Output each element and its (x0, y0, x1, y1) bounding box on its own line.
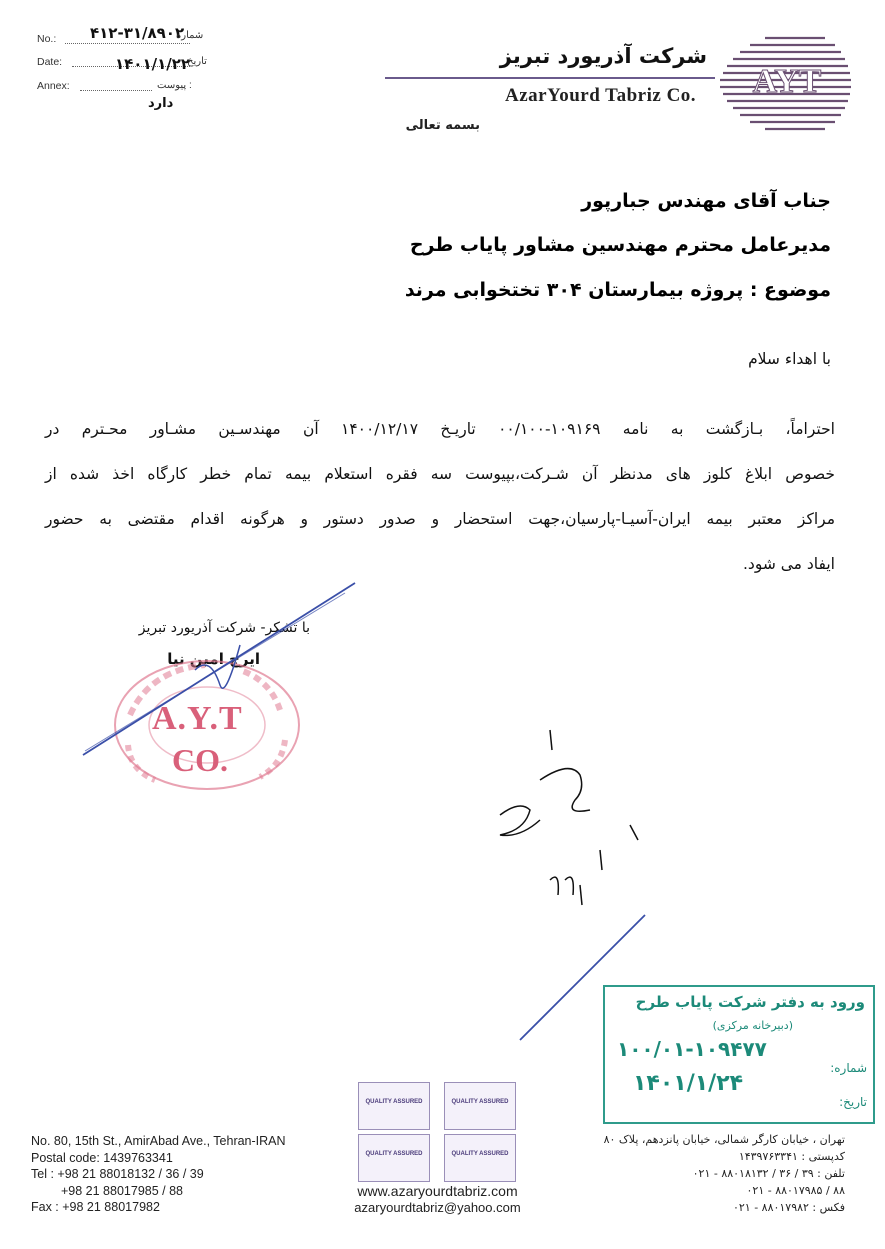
number-fa-label: شماره (176, 30, 204, 41)
quality-badge-icon: QUALITY ASSURED (444, 1082, 516, 1130)
signer-name: ایرج امین نیا (167, 650, 260, 668)
svg-text:AYT: AYT (752, 63, 822, 100)
quality-badge-icon: QUALITY ASSURED (358, 1082, 430, 1130)
annex-line (80, 90, 152, 91)
date-value: ۱۴۰۱/۱/۲۲ (115, 55, 191, 73)
received-date-value: ۱۴۰۱/۱/۲۴ (633, 1071, 744, 1096)
footer-fa-tel-line-1: تلفن : ۳۹ / ۳۶ / ۸۸۰۱۸۱۳۲ - ۰۲۱ (692, 1167, 845, 1180)
annex-label: Annex: (37, 80, 70, 92)
annex-value: دارد (148, 96, 174, 111)
footer-fa-tel-line-2: ۸۸ / ۸۸۰۱۷۹۸۵ - ۰۲۱ (746, 1184, 845, 1197)
footer-address-en (31, 1133, 286, 1216)
footer-postal-line: Postal code: 1439763341 (31, 1150, 173, 1165)
quality-badge-icon: QUALITY ASSURED (444, 1134, 516, 1182)
seal-text-2: CO. (172, 742, 228, 778)
seal-text-1: A.Y.T (152, 700, 243, 737)
recipient-title: مدیرعامل محترم مهندسین مشاور پایاب طرح (409, 234, 831, 256)
received-date-label: تاریخ: (839, 1095, 867, 1109)
received-stamp (603, 985, 875, 1124)
received-number-value: ۱۰۰/۰۱-۱۰۹۴۷۷ (617, 1037, 767, 1061)
number-value: ۴۱۲-۳۱/۸۹۰۲ (90, 24, 185, 42)
footer-address-line: No. 80, 15th St., AmirAbad Ave., Tehran-IRAN (31, 1134, 286, 1148)
subject-line: موضوع : پروژه بیمارستان ۳۰۴ تختخوابی مرند (404, 279, 831, 301)
received-number-label: شماره: (830, 1061, 867, 1075)
body-line-1: احتراماً، بـازگشت به نامه ۱۰۹۱۶۹-۰۰/۱۰۰ تاریـخ ۱۴۰۰/۱۲/۱۷ آن مهندسـین مشـاور محـترم در (45, 420, 835, 438)
footer-fa-address-line: تهران ، خیابان کارگر شمالی، خیابان پانزدهم، پلاک ۸۰ (603, 1133, 845, 1146)
footer-tel-line-1: Tel : +98 21 88018132 / 36 / 39 (31, 1167, 204, 1181)
received-stamp-subtitle: (دبیرخانه مرکزی) (712, 1019, 793, 1032)
date-fa-label: تاریخ (187, 56, 207, 67)
number-label: No.: (37, 33, 57, 45)
footer-fa-fax-line: فکس : ۸۸۰۱۷۹۸۲ - ۰۲۱ (732, 1201, 845, 1214)
recipient-name: جناب آقای مهندس جبارپور (581, 190, 831, 212)
website-link[interactable]: www.azaryourdtabriz.com (357, 1183, 518, 1199)
number-line (65, 43, 190, 44)
footer-address-fa (525, 1131, 845, 1216)
bismillah: بسمه تعالی (405, 118, 480, 133)
email-link[interactable]: azaryourdtabriz@yahoo.com (354, 1200, 521, 1215)
received-stamp-title: ورود به دفتر شرکت پایاب طرح (635, 993, 865, 1011)
body-line-4: ایفاد می شود. (743, 555, 835, 573)
footer-fax-line: Fax : +98 21 88017982 (31, 1200, 160, 1214)
certification-badges (358, 1082, 520, 1182)
signature-pen-stroke-icon (75, 575, 365, 765)
quality-badge-icon: QUALITY ASSURED (358, 1134, 430, 1182)
company-logo-icon (715, 30, 855, 135)
footer-fa-postal-line: کدپستی : ۱۴۳۹۷۶۳۳۴۱ (738, 1150, 845, 1163)
body-line-2: خصوص ابلاغ کلوز های مدنظر آن شـرکت،بپیوست سه فقره استعلام بیمه تمام خطر کارگاه اخذ شده از (45, 465, 835, 483)
company-name-fa: شرکت آذریورد تبریز (499, 44, 707, 68)
date-label: Date: (37, 56, 63, 68)
greeting: با اهداء سلام (748, 350, 831, 368)
annex-fa-label: پیوست : (157, 80, 192, 91)
company-name-en: AzarYourd Tabriz Co. (505, 85, 697, 106)
footer-tel-line-2: +98 21 88017985 / 88 (61, 1183, 183, 1198)
body-line-3: مراکز معتبر بیمه ایران-آسیـا-پارسیان،جهت استحضار و صدور دستور و هرگونه اقدام مقتضی به حضور (45, 510, 835, 528)
closing-line: با تشکر- شرکت آذریورد تبریز (138, 620, 310, 636)
header-rule (385, 77, 715, 79)
